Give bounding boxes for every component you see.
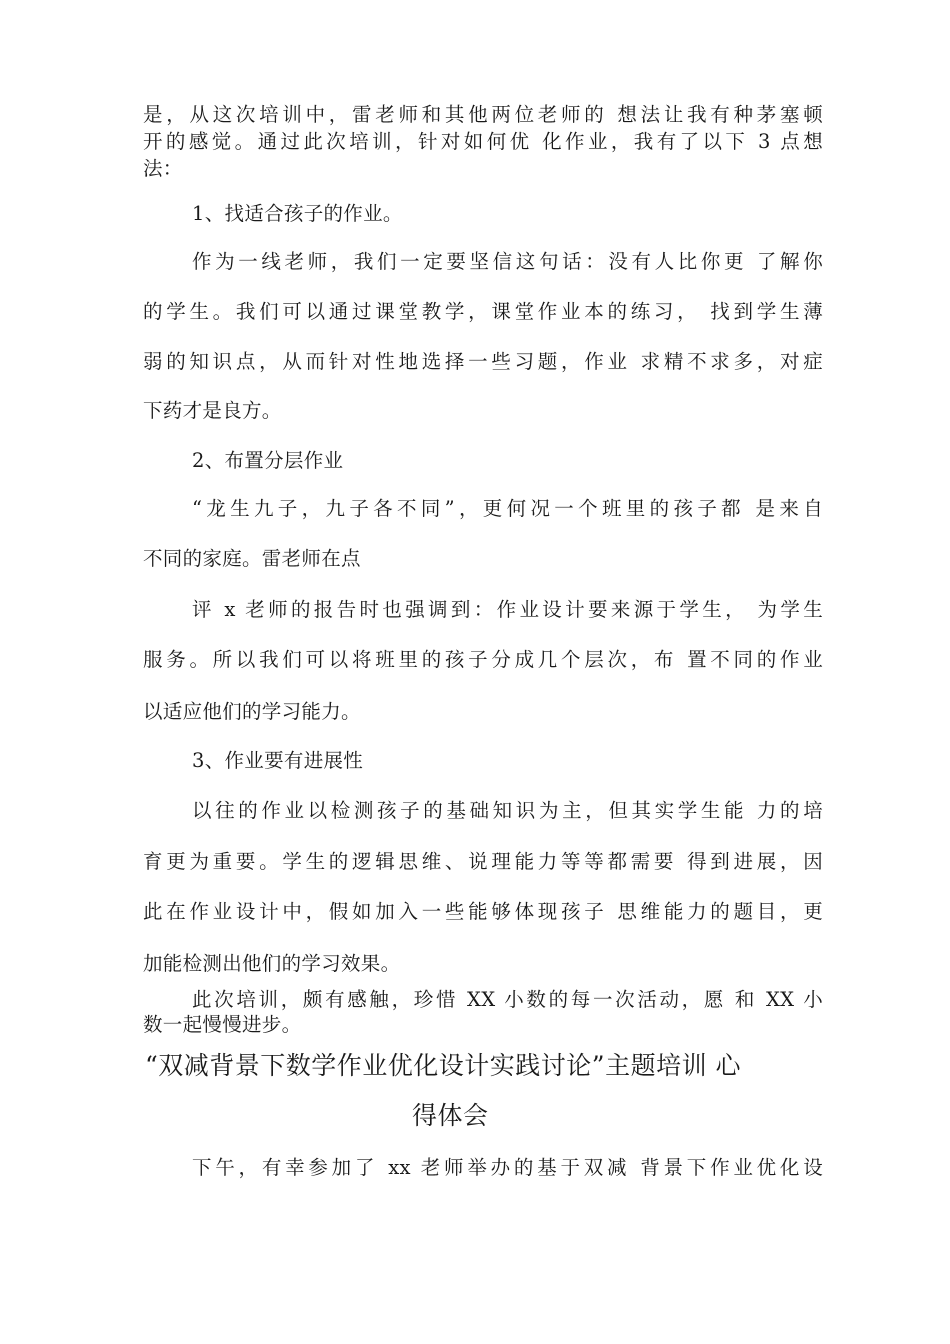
point-1-heading: 1、找适合孩子的作业。 — [192, 202, 403, 225]
section-title-line-2: 得体会 — [412, 1101, 489, 1130]
point-2-line-3: 评 x 老师的报告时也强调到：作业设计要来源于学生， 为学生 — [192, 598, 823, 621]
point-3-heading: 3、作业要有进展性 — [192, 749, 364, 772]
closing-line-1: 此次培训，颇有感触，珍惜 XX 小数的每一次活动，愿 和 XX 小 — [192, 988, 823, 1011]
point-3-line-3: 此在作业设计中，假如加入一些能够体现孩子 思维能力的题目，更 — [143, 900, 823, 923]
point-3-line-1: 以往的作业以检测孩子的基础知识为主，但其实学生能 力的培 — [192, 799, 823, 822]
section-body-line-1: 下午，有幸参加了 xx 老师举办的基于双减 背景下作业优化设 — [192, 1156, 823, 1179]
point-1-line-3: 弱的知识点，从而针对性地选择一些习题，作业 求精不求多，对症 — [143, 350, 823, 373]
point-1-line-4: 下药才是良方。 — [143, 399, 282, 422]
point-2-line-5: 以适应他们的学习能力。 — [143, 700, 361, 723]
intro-line-1: 是，从这次培训中，雷老师和其他两位老师的 想法让我有种茅塞顿 — [143, 103, 823, 126]
point-1-line-1: 作为一线老师，我们一定要坚信这句话：没有人比你更 了解你 — [192, 250, 823, 273]
point-3-line-2: 育更为重要。学生的逻辑思维、说理能力等等都需要 得到进展，因 — [143, 850, 823, 873]
point-2-line-1: “龙生九子，九子各不同”，更何况一个班里的孩子都 是来自 — [192, 497, 823, 520]
closing-line-2: 数一起慢慢进步。 — [143, 1013, 302, 1036]
intro-line-2: 开的感觉。通过此次培训，针对如何优 化作业，我有了以下 3 点想 — [143, 130, 823, 153]
point-1-line-2: 的学生。我们可以通过课堂教学，课堂作业本的练习， 找到学生薄 — [143, 300, 823, 323]
point-2-line-4: 服务。所以我们可以将班里的孩子分成几个层次，布 置不同的作业 — [143, 648, 823, 671]
point-2-line-2: 不同的家庭。雷老师在点 — [143, 547, 361, 570]
intro-line-3: 法： — [143, 157, 183, 180]
point-2-heading: 2、布置分层作业 — [192, 449, 344, 472]
section-title-line-1: “双减背景下数学作业优化设计实践讨论”主题培训 心 — [145, 1051, 742, 1080]
point-3-line-4: 加能检测出他们的学习效果。 — [143, 952, 401, 975]
